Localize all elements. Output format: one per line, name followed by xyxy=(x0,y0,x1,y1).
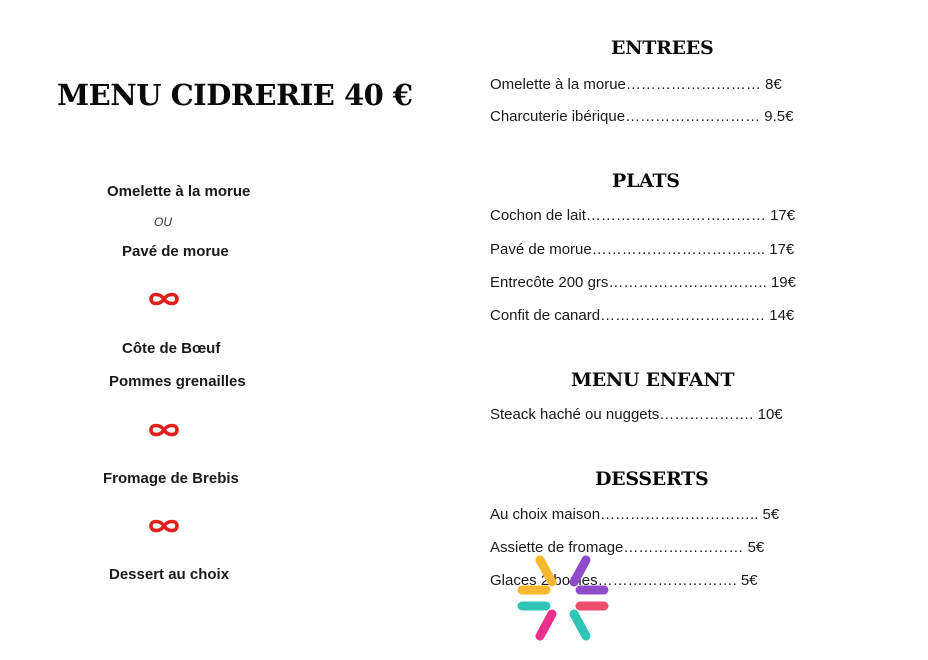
section-title: MENU ENFANT xyxy=(571,369,735,391)
infinity-icon xyxy=(147,518,181,534)
course-cote-boeuf: Côte de Bœuf xyxy=(122,340,221,357)
dish-row: Cochon de lait……………………………… 17€ xyxy=(490,207,796,224)
burst-logo-icon xyxy=(516,552,610,646)
course-fromage-brebis: Fromage de Brebis xyxy=(103,470,239,487)
dish-row: Pavé de morue…………………………….. 17€ xyxy=(490,241,795,258)
course-pave-morue: Pavé de morue xyxy=(122,243,229,260)
course-pommes-grenailles: Pommes grenailles xyxy=(109,373,246,390)
dish-row: Omelette à la morue……………………… 8€ xyxy=(490,76,782,93)
dish-row: Assiette de fromage…………………… 5€ xyxy=(490,539,765,556)
course-omelette: Omelette à la morue xyxy=(107,183,251,200)
dish-row: Glaces 2 boules………………………. 5€ xyxy=(490,572,758,589)
section-title: PLATS xyxy=(612,170,680,192)
menu-title: MENU CIDRERIE 40 € xyxy=(57,78,413,112)
section-title: ENTREES xyxy=(611,37,714,59)
dish-row: Au choix maison………………………….. 5€ xyxy=(490,506,780,523)
dish-row: Steack haché ou nuggets………………. 10€ xyxy=(490,406,783,423)
course-dessert: Dessert au choix xyxy=(109,566,230,583)
dish-row: Confit de canard…………………………… 14€ xyxy=(490,307,795,324)
infinity-icon xyxy=(147,291,181,307)
section-title: DESSERTS xyxy=(595,468,709,490)
dish-row: Charcuterie ibérique……………………… 9.5€ xyxy=(490,108,794,125)
dish-row: Entrecôte 200 grs………………………….. 19€ xyxy=(490,274,796,291)
infinity-icon xyxy=(147,422,181,438)
course-or-text: OU xyxy=(154,215,172,229)
